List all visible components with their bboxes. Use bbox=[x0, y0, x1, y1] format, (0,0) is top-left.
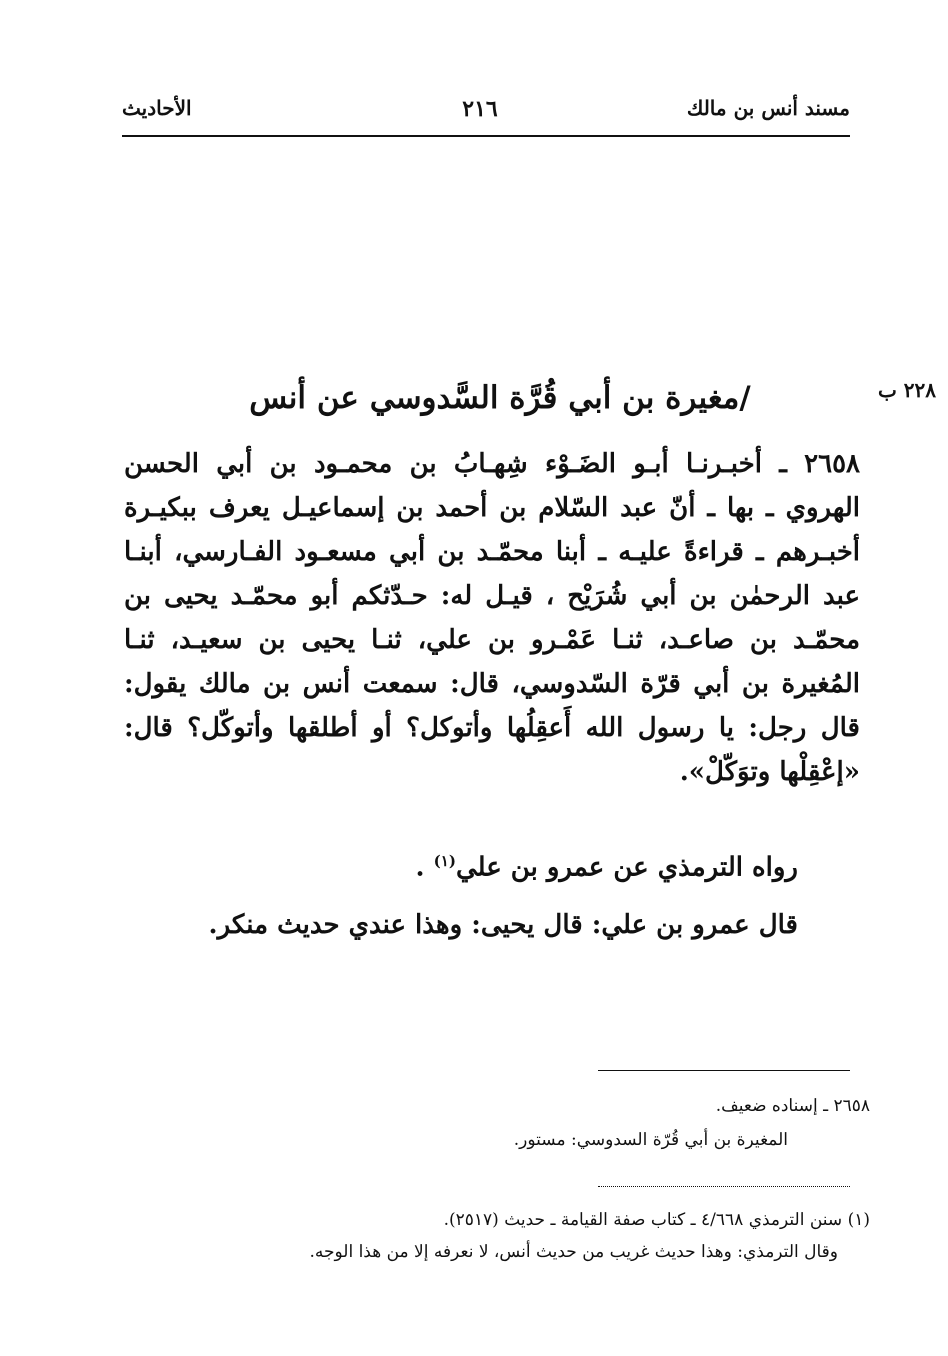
hadith-number: ٢٦٥٨ bbox=[804, 449, 860, 479]
page-number: ٢١٦ bbox=[462, 96, 498, 122]
hadith-paragraph bbox=[124, 442, 860, 794]
footnote-narrator-status: المغيرة بن أبي قُرّة السدوسي: مستور. bbox=[513, 1130, 788, 1150]
critic-comment-line: قال عمرو بن علي: قال يحيى: وهذا عندي حديث منكر. bbox=[208, 910, 798, 940]
narration-source-text: رواه الترمذي عن عمرو بن علي bbox=[455, 852, 798, 883]
footnote-separator bbox=[598, 1070, 850, 1071]
manuscript-folio-ref: ٢٢٨ ب bbox=[877, 378, 936, 402]
header-rule bbox=[122, 135, 850, 137]
footnote-reference: (١) bbox=[433, 852, 456, 870]
footnote-tirmidhi-citation: (١) سنن الترمذي ٤/٦٦٨ ـ كتاب صفة القيامة ـ حديث (٢٥١٧). bbox=[443, 1210, 870, 1230]
hadith-text: ـ أخبـرنـا أبـو الضَـوْء شِهـابُ بن محمـود بن أبي الحسن الهروي ـ بها ـ أنّ عبد السّلام بن أحمد بن إسماعيـل يعرف ببكيـرة أخبـرهم ـ قراءةً عليـه ـ أبنا محمّـد بن أبي مسعـود الفـارسي، أبنـا عبد الرحمٰن بن أبي شُرَيْح ، قيـل له: حـدّثكم أبو محمّـد يحيى بن محمّـد بن صاعـد، ثنـا عَمْـرو بن علي، ثنـا يحيى بن سعيـد، ثنـا المُغيرة بن أبي قرّة السّدوسي، قال: سمعت أنس بن مالك يقول: قال رجل: يا رسول الله أَعقِلُها وأتوكل؟ أو أطلقها وأتوكّل؟ قال: «إعْقِلْها وتوَكّلْ». bbox=[124, 449, 860, 787]
running-header-section-title: الأحاديث bbox=[122, 96, 192, 120]
narration-source-end: . bbox=[415, 852, 425, 883]
chapter-heading: /مغيرة بن أبي قُرَّة السَّدوسي عن أنس bbox=[249, 380, 751, 416]
narration-source-line bbox=[158, 852, 798, 883]
footnote-dotted-separator bbox=[598, 1186, 850, 1187]
footnote-grading: ٢٦٥٨ ـ إسناده ضعيف. bbox=[715, 1096, 870, 1116]
running-header-book-title: مسند أنس بن مالك bbox=[686, 96, 850, 120]
footnote-tirmidhi-comment: وقال الترمذي: وهذا حديث غريب من حديث أنس، لا نعرفه إلا من هذا الوجه. bbox=[309, 1242, 838, 1262]
